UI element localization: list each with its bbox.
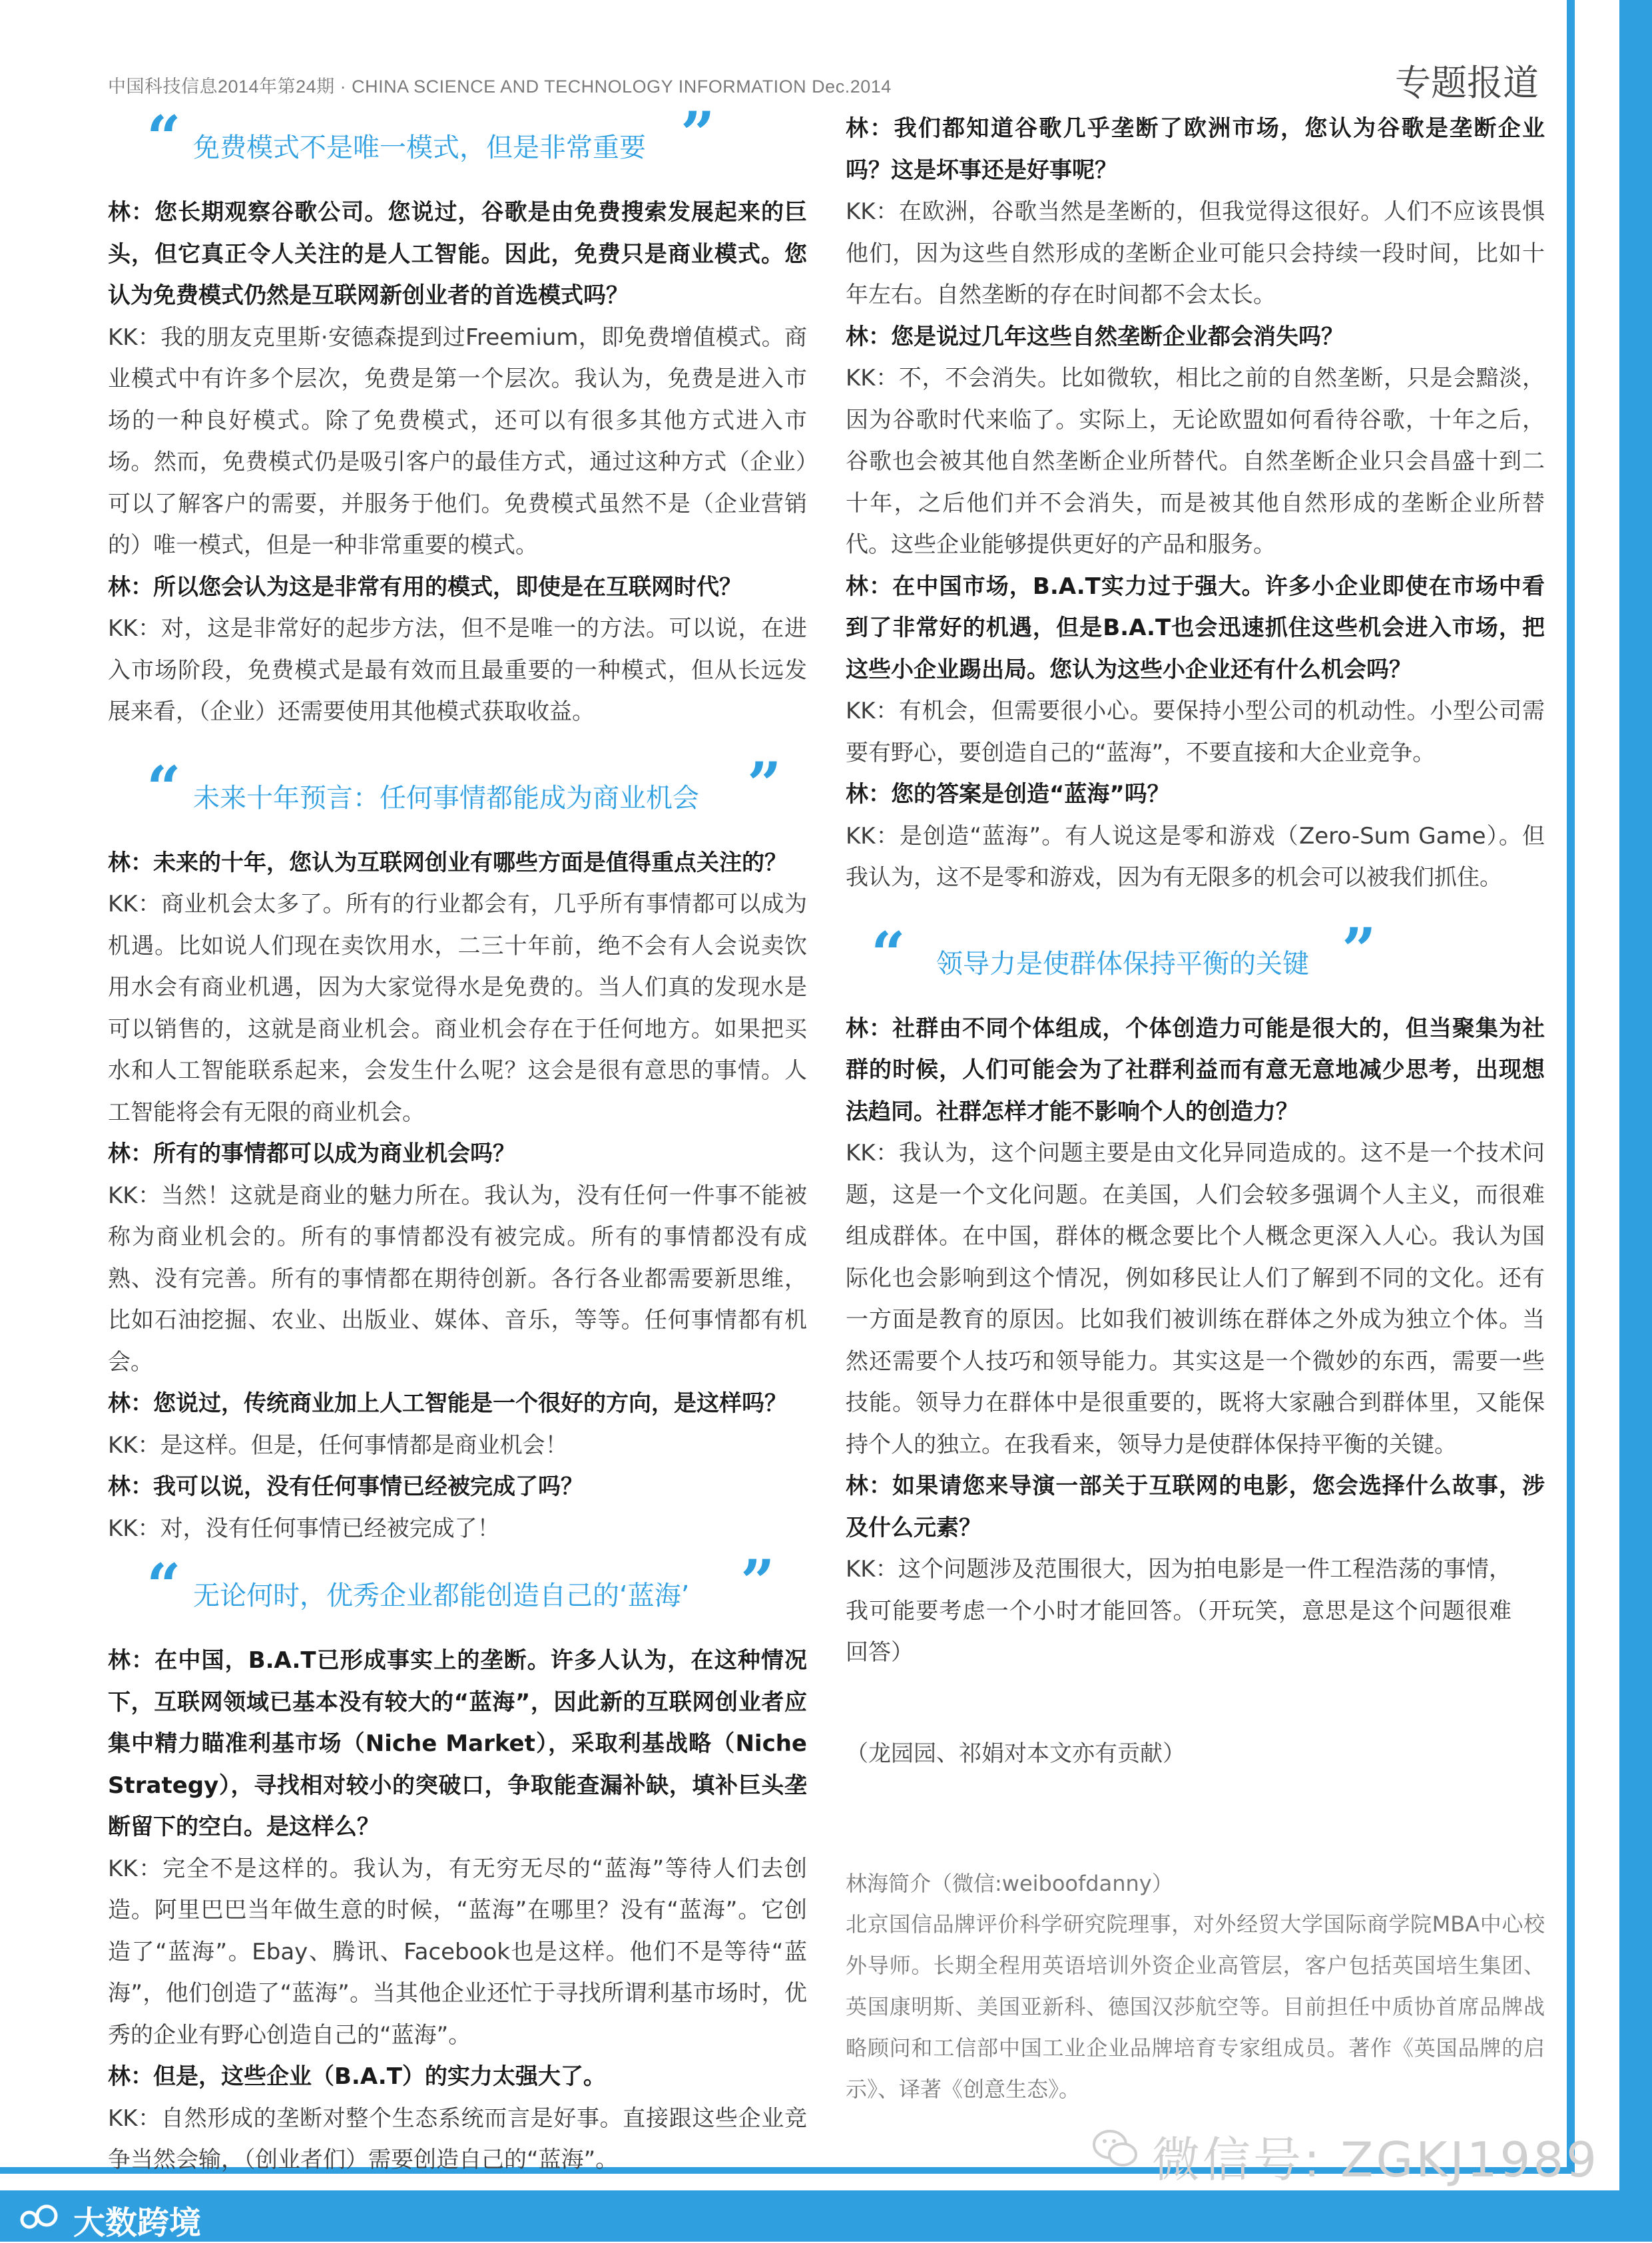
answer-paragraph: KK：商业机会太多了。所有的行业都会有，几乎所有事情都可以成为机遇。比如说人们现在卖饮用水，二三十年前，绝不会有人会说卖饮用水会有商业机遇，因为大家觉得水是免费的。当人们真的发现水是可以销售的，这就是商业机会。商业机会存在于任何地方。如果把买水和人工智能联系起来，会发生什么呢？这会是很有意思的事情。人工智能将会有无限的商业机会。 [108, 891, 807, 1126]
running-header: 中国科技信息2014年第24期 · CHINA SCIENCE AND TECHNOLOGY INFORMATION Dec.2014 [108, 77, 892, 97]
answer-paragraph: KK：是创造“蓝海”。有人说这是零和游戏（Zero-Sum Game）。但我认为，这不是零和游戏，因为有无限多的机会可以被我们抓住。 [846, 822, 1545, 891]
answer-paragraph: KK：是这样。但是，任何事情都是商业机会！ [108, 1431, 568, 1459]
question-paragraph: 林：所以您会认为这是非常有用的模式，即使是在互联网时代？ [108, 573, 742, 601]
section-title: 领导力是使群体保持平衡的关键 [936, 948, 1309, 979]
right-frame-bar [1567, 0, 1575, 2167]
right-column [846, 108, 1545, 2110]
question-paragraph: 林：我们都知道谷歌几乎垄断了欧洲市场，您认为谷歌是垄断企业吗？这是坏事还是好事呢？ [846, 115, 1545, 184]
question-paragraph: 林：所有的事情都可以成为商业机会吗？ [108, 1140, 515, 1167]
open-quote-icon: “ [146, 752, 181, 824]
section-heading-1 [108, 99, 807, 188]
watermark-text: 微信号: ZGKJ1989 [1152, 2132, 1599, 2188]
question-paragraph: 林：但是，这些企业（B.A.T）的实力太强大了。 [108, 2063, 606, 2090]
question-paragraph: 林：社群由不同个体组成，个体创造力可能是很大的，但当聚集为社群的时候，人们可能会为了社群利益而有意无意地减少思考，出现想法趋同。社群怎样才能不影响个人的创造力？ [846, 1015, 1545, 1125]
right-frame-band [1619, 0, 1652, 2242]
question-paragraph: 林：在中国市场，B.A.T实力过于强大。许多小企业即使在市场中看到了非常好的机遇，但是B.A.T也会迅速抓住这些机会进入市场，把这些小企业踢出局。您认为这些小企业还有什么机会吗？ [846, 573, 1545, 683]
bottom-frame-band [0, 2190, 1652, 2242]
left-column [108, 99, 807, 2181]
brand-logo-icon [20, 2200, 67, 2232]
question-paragraph: 林：您长期观察谷歌公司。您说过，谷歌是由免费搜索发展起来的巨头，但它真正令人关注的是人工智能。因此，免费只是商业模式。您认为免费模式仍然是互联网新创业者的首选模式吗？ [108, 199, 807, 309]
answer-paragraph: KK：对，没有任何事情已经被完成了！ [108, 1515, 500, 1542]
close-quote-icon: ” [681, 99, 715, 169]
contributors-note: （龙园园、祁娟对本文亦有贡献） [846, 1740, 1185, 1767]
section-heading-4 [846, 914, 1545, 1004]
close-quote-icon: ” [747, 748, 782, 820]
answer-paragraph: KK：完全不是这样的。我认为，有无穷无尽的“蓝海”等待人们去创造。阿里巴巴当年做生意的时候，“蓝海”在哪里？没有“蓝海”。它创造了“蓝海”。Ebay、腾讯、Facebook也是这样。他们不是等待“蓝海”，他们创造了“蓝海”。当其他企业还忙于寻找所谓利基市场时，优秀的企业有野心创造自己的“蓝海”。 [108, 1855, 807, 2049]
section-heading-3 [108, 1547, 807, 1636]
spacer [108, 733, 807, 758]
question-paragraph: 林：如果请您来导演一部关于互联网的电影，您会选择什么故事，涉及什么元素？ [846, 1473, 1545, 1541]
question-paragraph: 林：您说过，传统商业加上人工智能是一个很好的方向，是这样吗？ [108, 1390, 787, 1417]
answer-paragraph: KK：这个问题涉及范围很大，因为拍电影是一件工程浩荡的事情，我可能要考虑一个小时才能回答。（开玩笑，意思是这个问题很难回答） [846, 1556, 1512, 1666]
frame-gap [1591, 0, 1602, 2190]
spacer [846, 899, 1545, 924]
author-bio-title: 林海简介（微信:weiboofdanny） [846, 1870, 1173, 1896]
section-label: 专题报道 [1395, 62, 1539, 104]
section-title: 免费模式不是唯一模式，但是非常重要 [193, 132, 646, 163]
brand-name: 大数跨境 [73, 2204, 202, 2242]
close-quote-icon: ” [740, 1547, 775, 1617]
question-paragraph: 林：您的答案是创造“蓝海”吗？ [846, 781, 1170, 808]
section-title: 无论何时，优秀企业都能创造自己的‘蓝海’ [193, 1581, 690, 1611]
question-paragraph: 林：您是说过几年这些自然垄断企业都会消失吗？ [846, 323, 1344, 350]
wechat-icon [1092, 2128, 1139, 2169]
answer-paragraph: KK：我认为，这个问题主要是由文化异同造成的。这不是一个技术问题，这是一个文化问题。在美国，人们会较多强调个人主义，而很难组成群体。在中国，群体的概念要比个人概念更深入人心。我认为国际化也会影响到这个情况，例如移民让人们了解到不同的文化。还有一方面是教育的原因。比如我们被训练在群体之外成为独立个体。当然还需要个人技巧和领导能力。其实这是一个微妙的东西，需要一些技能。领导力在群体中是很重要的，既将大家融合到群体里，又能保持个人的独立。在我看来，领导力是使群体保持平衡的关键。 [846, 1140, 1545, 1458]
answer-paragraph: KK：不，不会消失。比如微软，相比之前的自然垄断，只是会黯淡，因为谷歌时代来临了。实际上，无论欧盟如何看待谷歌，十年之后，谷歌也会被其他自然垄断企业所替代。自然垄断企业只会昌盛十到二十年，之后他们并不会消失，而是被其他自然形成的垄断企业所替代。这些企业能够提供更好的产品和服务。 [846, 365, 1545, 558]
spacer [108, 1549, 807, 1556]
open-quote-icon: “ [146, 103, 181, 173]
answer-paragraph: KK：我的朋友克里斯·安德森提到过Freemium，即免费增值模式。商业模式中有许多个层次，免费是第一个层次。我认为，免费是进入市场的一种良好模式。除了免费模式，还可以有很多其他方式进入市场。然而，免费模式仍是吸引客户的最佳方式，通过这种方式（企业）可以了解客户的需要，并服务于他们。免费模式虽然不是（企业营销的）唯一模式，但是一种非常重要的模式。 [108, 324, 807, 559]
answer-paragraph: KK：当然！这就是商业的魅力所在。我认为，没有任何一件事不能被称为商业机会的。所有的事情都没有被完成。所有的事情都没有成熟、没有完善。所有的事情都在期待创新。各行各业都需要新思维，比如石油挖掘、农业、出版业、媒体、音乐，等等。任何事情都有机会。 [108, 1182, 807, 1375]
section-title: 未来十年预言：任何事情都能成为商业机会 [193, 782, 699, 814]
close-quote-icon: ” [1342, 914, 1376, 985]
open-quote-icon: “ [871, 918, 906, 989]
question-paragraph: 林：在中国，B.A.T已形成事实上的垄断。许多人认为，在这种情况下，互联网领域已基本没有较大的“蓝海”，因此新的互联网创业者应集中精力瞄准利基市场（Niche Market），采取利基战略（Niche Strategy），寻找相对较小的突破口，争取能查漏补缺，填补巨头垄断留下的空白。是这样么？ [108, 1647, 807, 1840]
question-paragraph: 林：我可以说，没有任何事情已经被完成了吗？ [108, 1473, 583, 1500]
answer-paragraph: KK：有机会，但需要很小心。要保持小型公司的机动性。小型公司需要有野心，要创造自己的“蓝海”，不要直接和大企业竞争。 [846, 698, 1545, 766]
answer-paragraph: KK：对，这是非常好的起步方法，但不是唯一的方法。可以说，在进入市场阶段，免费模式是最有效而且最重要的一种模式，但从长远发展来看，（企业）还需要使用其他模式获取收益。 [108, 615, 807, 725]
author-bio-body: 北京国信品牌评价科学研究院理事，对外经贸大学国际商学院MBA中心校外导师。长期全程用英语培训外资企业高管层，客户包括英国培生集团、英国康明斯、美国亚新科、德国汉莎航空等。目前担任中质协首席品牌战略顾问和工信部中国工业企业品牌培育专家组成员。著作《英国品牌的启示》、译著《创意生态》。 [846, 1911, 1545, 2102]
open-quote-icon: “ [146, 1551, 181, 1621]
answer-paragraph: KK：自然形成的垄断对整个生态系统而言是好事。直接跟这些企业竞争当然会输，（创业者们）需要创造自己的“蓝海”。 [108, 2105, 807, 2173]
question-paragraph: 林：未来的十年，您认为互联网创业有哪些方面是值得重点关注的？ [108, 849, 787, 876]
section-heading-2 [108, 748, 807, 838]
answer-paragraph: KK：在欧洲，谷歌当然是垄断的，但我觉得这很好。人们不应该畏惧他们，因为这些自然形成的垄断企业可能只会持续一段时间，比如十年左右。自然垄断的存在时间都不会太长。 [846, 198, 1545, 308]
